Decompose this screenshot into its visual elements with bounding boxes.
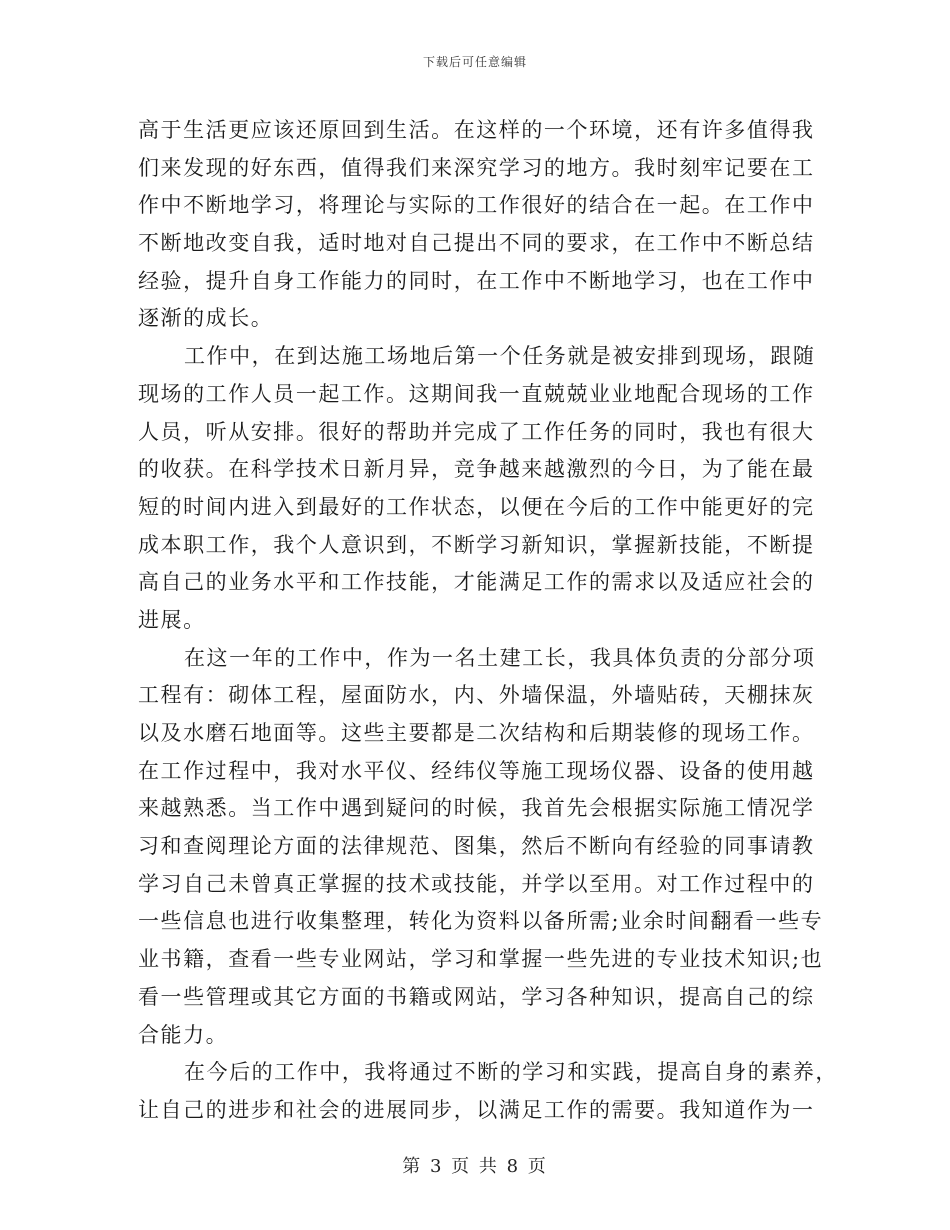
text-line: 工程有：砌体工程，屋面防水，内、外墙保温，外墙贴砖，天棚抹灰 <box>138 683 815 708</box>
text-line: 高自己的业务水平和工作技能，才能满足工作的需求以及适应社会的 <box>138 570 815 595</box>
text-line: 让自己的进步和社会的进展同步，以满足工作的需要。我知道作为一 <box>138 1097 815 1122</box>
text-line: 习和查阅理论方面的法律规范、图集，然后不断向有经验的同事请教 <box>138 834 815 859</box>
page-header: 下载后可任意编辑 <box>422 55 527 69</box>
text-line: 进展。 <box>138 607 206 632</box>
text-line: 的收获。在科学技术日新月异，竞争越来越激烈的今日，为了能在最 <box>138 457 815 482</box>
text-line: 成本职工作，我个人意识到，不断学习新知识，掌握新技能，不断提 <box>138 532 815 557</box>
text-line: 人员，听从安排。很好的帮助并完成了工作任务的同时，我也有很大 <box>138 419 815 444</box>
text-line: 现场的工作人员一起工作。这期间我一直兢兢业业地配合现场的工作 <box>138 381 815 406</box>
page-footer <box>0 1152 950 1178</box>
document-body <box>138 112 838 1130</box>
text-line: 们来发现的好东西，值得我们来深究学习的地方。我时刻牢记要在工 <box>138 155 815 180</box>
text-line: 不断地改变自我，适时地对自己提出不同的要求，在工作中不断总结 <box>138 231 815 256</box>
text-line: 作中不断地学习，将理论与实际的工作很好的结合在一起。在工作中 <box>138 193 815 218</box>
text-line: 以及水磨石地面等。这些主要都是二次结构和后期装修的现场工作。 <box>138 721 815 745</box>
text-line: 来越熟悉。当工作中遇到疑问的时候，我首先会根据实际施工情况学 <box>138 796 815 821</box>
paragraph-first-line: 在这一年的工作中，作为一名土建工长，我具体负责的分部分项 <box>184 645 816 670</box>
text-line: 学习自己未曾真正掌握的技术或技能，并学以至用。对工作过程中的 <box>138 871 815 896</box>
text-line: 高于生活更应该还原回到生活。在这样的一个环境，还有许多值得我 <box>138 118 815 142</box>
paragraph-first-line: 工作中，在到达施工场地后第一个任务就是被安排到现场，跟随 <box>184 344 816 369</box>
text-line: 短的时间内进入到最好的工作状态，以便在今后的工作中能更好的完 <box>138 494 815 519</box>
text-line: 逐渐的成长。 <box>138 306 274 331</box>
page-number-middle: 页 共 <box>451 1156 499 1177</box>
current-page-number: 3 <box>429 1156 444 1177</box>
text-line: 在工作过程中，我对水平仪、经纬仪等施工现场仪器、设备的使用越 <box>138 758 815 783</box>
text-line: 经验，提升自身工作能力的同时，在工作中不断地学习，也在工作中 <box>138 268 815 293</box>
text-line: 看一些管理或其它方面的书籍或网站，学习各种知识，提高自己的综 <box>138 984 815 1009</box>
text-line: 合能力。 <box>138 1022 229 1047</box>
total-pages-number: 8 <box>506 1156 521 1177</box>
page-number-prefix: 第 <box>402 1156 423 1177</box>
paragraph-first-line: 在今后的工作中，我将通过不断的学习和实践，提高自身的素养， <box>184 1060 838 1085</box>
text-line: 一些信息也进行收集整理，转化为资料以备所需;业余时间翻看一些专 <box>138 909 824 934</box>
text-line: 业书籍，查看一些专业网站，学习和掌握一些先进的专业技术知识;也 <box>138 947 824 972</box>
page-number-suffix: 页 <box>527 1156 548 1177</box>
